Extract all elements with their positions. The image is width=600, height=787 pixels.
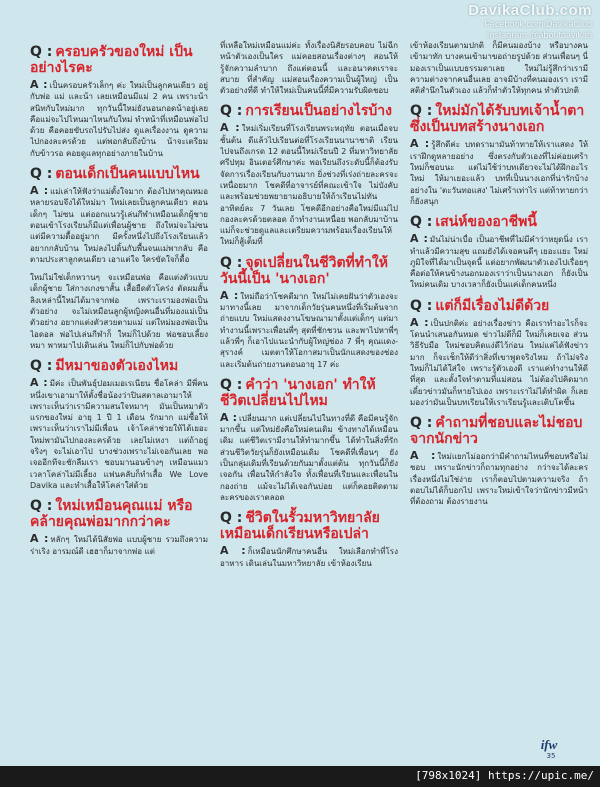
answer-text: มีค่ะ เป็นพันธุ์ปอมเมอเรเนียน ชื่อโคล่า มีพี่คนหนึ่งเขาเอามาให้ตั้งชื่อน้องว่าปินสตาลเอามาให้ เพราะเห็นว่าเรามีความสนใจหมาๆ มันเป็นหมาตัวแรกของใหม่ อายุ 1 ปี 1 เดือน รักมาก แม่ซื้อให้เพราะเห็นว่าเราไม่มีเพื่อน เจ้าโคล่าช่วยให้ได้เยอะ ใหม่พามันไปกองละครด้วย เลยไม่เหงา แต่ถ้าอยู่จริงๆ จะไม่เอาไป บางช่วงเพราะไม่เจอกันเลย พอเจออีกทีจะชักลืมเรา ชอบมานอนข้างๆ เหมือนแมว เวลาโคล่าไม่มีเลี้ยง แฟนคลับก็ทำเสื้อ We Love Davika และทำเสื้อให้โคล่าใส่ด้วย bbox=[30, 379, 208, 490]
question-marker: Q : bbox=[410, 103, 433, 120]
question-heading bbox=[30, 166, 208, 182]
question-marker: Q : bbox=[220, 103, 243, 120]
question-text: จุดเปลี่ยนในชีวิตที่ทำให้วันนี้เป็น 'นางเอก' bbox=[220, 254, 388, 287]
answer-paragraph bbox=[30, 79, 208, 159]
question-heading bbox=[220, 255, 398, 287]
question-heading bbox=[410, 214, 588, 230]
question-text: แต่ก็มีเรื่องไม่ดีด้วย bbox=[435, 297, 550, 314]
question-heading bbox=[30, 498, 208, 530]
question-marker: Q : bbox=[30, 498, 53, 515]
column-2 bbox=[220, 40, 398, 752]
answer-paragraph bbox=[30, 533, 208, 557]
question-marker: Q : bbox=[30, 44, 53, 60]
question-heading bbox=[220, 510, 398, 542]
answer-paragraph bbox=[410, 233, 588, 290]
question-text: ใหม่เหมือนคุณแม่ หรือคล้ายคุณพ่อมากกว่าคะ bbox=[30, 498, 193, 531]
answer-text: หลักๆ ใหม่ได้นิสัยพ่อ แบบผู้ชาย รวมถึงความร่าเริง อารมณ์ดี เฮฮาก็มาจากพ่อ แต่ bbox=[30, 535, 208, 556]
answer-text: ใหม่ถือว่าโชคดีมาก ใหม่ไม่เคยฝันว่าตัวเองจะมาทางนี้เลย มาจากเด็กวัยรุ่นคนหนึ่งที่เริ่มต้นจากถ่ายแบบ ใหม่แสดงงานโฆษณามาตั้งแต่เด็กๆ แต่มาทำงานนี้เพราะเพื่อนพี่ๆ สุดที่ชักชวน และพาไปหาพี่ๆ แล้วพี่ๆ ก็เอาไปแนะนำกับผู้ใหญ่ช่อง 7 พี่ๆ คุณแดง-สุรางค์ เมตตาให้โอกาสมาเป็นนักแสดงของช่อง และเริ่มต้นถ่ายงานตอนอายุ 17 ค่ะ bbox=[220, 291, 398, 369]
question-text: คำถามที่ชอบและไม่ชอบ จากนักข่าว bbox=[410, 415, 583, 448]
answer-paragraph bbox=[410, 138, 588, 207]
question-text: ตอนเด็กเป็นคนแบบไหน bbox=[55, 166, 200, 183]
question-marker: Q : bbox=[410, 214, 433, 231]
answer-paragraph bbox=[220, 290, 398, 370]
question-text: ครอบครัวของใหม่ เป็นอย่างไรคะ bbox=[30, 44, 193, 76]
magazine-logo: ifw bbox=[540, 737, 558, 752]
question-heading bbox=[220, 103, 398, 119]
watermark bbox=[402, 2, 592, 41]
answer-paragraph bbox=[30, 185, 208, 265]
question-marker: Q : bbox=[30, 166, 53, 183]
answer-text: เป็นครอบครัวเล็กๆ ค่ะ ใหม่เป็นลูกคนเดียว อยู่กับพ่อ แม่ และน้า เลยเหมือนมีแม่ 2 คน เพราะน้าสนิทกับใหม่มาก ทุกวันนี้ใหม่ยังนอนกอดน้าอยู่เลย คือแม่จะไปไหนมาไหนกับใหม่ ทำหน้าที่เหมือนพ่อไปด้วย คือคอยขับรถไปรับไปส่ง ดูแลเรื่องงาน ดูความไปกองละครด้วย แต่พอกลับถึงบ้าน น้าจะเตรียมกับข้าวรอ คอยดูแลทุกอย่างภายในบ้าน bbox=[30, 81, 208, 158]
question-marker: Q : bbox=[30, 358, 53, 375]
answer-marker: A : bbox=[30, 78, 48, 91]
question-heading bbox=[220, 377, 398, 409]
question-heading bbox=[410, 103, 588, 135]
answer-paragraph bbox=[410, 450, 588, 507]
answer-paragraph bbox=[220, 545, 398, 569]
question-marker: Q : bbox=[220, 510, 243, 527]
answer-text: ใหม่แยกไม่ออกว่ามีคำถามไหนที่ชอบหรือไม่ชอบ เพราะนักข่าวก็ถามทุกอย่าง กว่าจะได้ละครเรื่องหนึ่งไม่ใช่ง่าย เราก็ตอบไปตามความจริง ถ้าตอบไม่ได้ก็บอกไป เพราะใหม่เข้าใจว่านักข่าวมีหน้าที่ต้องถาม ต้องรายงาน bbox=[410, 452, 588, 507]
question-marker: Q : bbox=[220, 376, 243, 393]
watermark-facebook: Facebook.com/DavikaClub bbox=[484, 19, 592, 29]
answer-marker: A : bbox=[220, 544, 246, 558]
article-paragraph: ที่เหลือใหม่เหมือนแม่ค่ะ ทั้งเรื่องนิสัยรอบคอบ ไม่ฉีกหน้าตัวเองเป็นใคร แม่คอยสอนเรื่องต่างๆ สอนให้รู้จักความลำบาก ถึงแต่ตอนนี้ และอนาคตเราจะสบาย ที่สำคัญ แม่สอนเรื่องความเป็นผู้ใหญ่ เป็นตัวอย่างที่ดี ทำให้ใหม่เป็นคนนี้ที่มีความรับผิดชอบ bbox=[220, 41, 398, 96]
answer-text: รู้สึกดีค่ะ บทดรามามันท้าทายให้เราแสดง ให้เราฝึกดูหลายอย่าง ซึ่งตรงกับตัวเองที่ไม่ค่อยเศร้าใหม่ก็ชอบนะ แต่ไม่ใช้ว่าบทเดียวจะไม่ได้ฝึกอะไรใหม่ ให้มาเยอะแล้ว บทที่เป็นนางเอกที่น่ารักบ้าง อย่างใน 'ตะวันทอแสง' ไม่เศร้าเท่าไร แต่ท้าทายกว่า ก็ยังสนุก bbox=[410, 140, 588, 206]
answer-marker: A : bbox=[30, 184, 49, 198]
answer-paragraph bbox=[220, 412, 398, 503]
question-text: การเรียนเป็นอย่างไรบ้าง bbox=[245, 103, 393, 120]
article-columns bbox=[30, 40, 590, 752]
answer-marker: A : bbox=[30, 376, 48, 390]
question-heading bbox=[30, 44, 208, 76]
answer-marker: A : bbox=[410, 315, 429, 329]
question-text: มีหมาของตัวเองไหม bbox=[55, 358, 179, 375]
answer-marker: A : bbox=[30, 532, 49, 546]
image-source-text: [798x1024] https://upic.me/ bbox=[415, 769, 594, 782]
question-text: เสน่ห์ของอาชีพนี้ bbox=[435, 214, 537, 231]
answer-marker: A : bbox=[410, 137, 430, 151]
question-text: ใหม่มักได้รับบทเจ้าน้ำตา ซึ่งเป็นบทสร้างนางเอก bbox=[410, 103, 585, 136]
answer-marker: A : bbox=[220, 121, 240, 135]
question-heading bbox=[410, 415, 588, 447]
answer-marker: A : bbox=[220, 288, 239, 302]
column-1 bbox=[30, 40, 208, 752]
column-3 bbox=[410, 40, 588, 752]
question-heading bbox=[30, 358, 208, 374]
question-marker: Q : bbox=[410, 415, 433, 432]
article-paragraph: เข้าห้องเรียนตามปกติ ก็มีคนมองบ้าง หรือบางคนเข้ามาทัก บางคนเข้ามาขอถ่ายรูปด้วย ส่วนเพื่อนๆ นี่มองเราเป็นแบบธรรมดาเลย ใหม่ไม่รู้สึกว่าเรามีความต่างจากคนอื่นเลย อาจมีบ้างที่คนมองเรา เรามีสติสำนึกในตัวเอง แล้วก็ทำตัวให้ทุกคน ทำตัวปกติ bbox=[410, 41, 588, 96]
answer-text: มันไม่น่าเบื่อ เป็นอาชีพที่ไม่มีคำว่าหยุดนิ่ง เราทำแล้วมีความสุข แถมยังได้เจอคนดีๆ เยอะแยะ ใหม่ภูมิใจที่ได้มาเป็นจุดนี้ แต่อยากพัฒนาตัวเองไปเรื่อยๆ คือต่อให้คนข้างนอกมองเราว่าเป็นนางเอก ก็ยังเป็นใหม่คนเดิม บางเวลาก็ยังเป็นแค่เด็กคนหนึ่ง bbox=[410, 235, 588, 290]
answer-paragraph bbox=[220, 122, 398, 247]
answer-text: แม่เล่าให้ฟังว่าแม่ตั้งใจมาก ต้องไปหาคุณหมอหลายรอบจึงได้ใหม่มา ใหม่เลยเป็นลูกคนเดียว ตอนเด็กๆ ไม่ซน แต่ออกแนวรู้เล่นกีฬาเหมือนเด็กผู้ชาย ตอนเข้าโรงเรียนก็มีแต่เพื่อนผู้ชาย ถึงใหม่จะไม่ซน แต่มีความดื้ออยู่มาก มีครั้งหนึ่งไปถึงโรงเรียนแล้วอยากกลับบ้าน ใหม่ลงไปดิ้นกับพื้นจนแม่พากลับ คือตามประสาลูกคนเดียว เอาแต่ใจ ใครขัดใจก็ดื้อ bbox=[30, 187, 208, 264]
answer-text: ก็เหมือนนักศึกษาคนอื่น ใหม่เลือกทำที่โรงอาหาร เดินเล่นในมหาวิทยาลัย เข้าห้องเรียน bbox=[220, 547, 398, 568]
question-marker: Q : bbox=[410, 297, 433, 314]
answer-paragraph bbox=[410, 317, 588, 408]
answer-paragraph bbox=[30, 377, 208, 491]
question-heading bbox=[410, 298, 588, 314]
image-footer-bar bbox=[0, 766, 600, 787]
question-text: ชีวิตในรั้วมหาวิทยาลัย เหมือนเด็กเรียนหรือเปล่า bbox=[220, 510, 380, 543]
answer-text: ใหม่เริ่มเรียนที่โรงเรียนพระหฤทัย ตอนเมื่อจบชั้นต้น ดีแล้วไปเรียนต่อที่โรงเรียนนานาชาติ เรียนไปจนถึงเกรด 12 ตอนนี้ใหม่เรียนปี 2 ที่มหาวิทยาลัยศรีปทุม อินเตอร์ศึกษาค่ะ พอเรียนถึงระดับนี้ก็ต้องรับจัดการเรื่องเรียนกับงานมาก ยิ่งช่วงที่เร่งถ่ายละครจะเหนื่อยมาก โชคดีที่อาจารย์ที่คณะเข้าใจ ไม่บังคับ และพร้อมช่วยพยายามอธิบายให้ถ้าเรียนไม่ทัน อาทิตย์ละ 7 วันเลย โชคดีอีกอย่างคือใหม่มีแม่ไปกองละครด้วยตลอด ถ้าทำงานเหนื่อย พอกลับมาบ้าน แม่ก็จะช่วยดูแลและเตรียมความพร้อมเรื่องเรียนให้ ใหม่ก็สู้เต็มที่ bbox=[220, 124, 398, 247]
page-number: 35 bbox=[546, 752, 556, 760]
answer-marker: A : bbox=[410, 232, 428, 246]
watermark-instagram: Instagram @aboutdavikah bbox=[486, 30, 592, 40]
answer-marker: A : bbox=[410, 449, 436, 463]
answer-text: เปลี่ยนมาก แต่เปลี่ยนไปในทางที่ดี คือมีคนรู้จักมากขึ้น แต่ใหม่ยังคือใหม่คนเดิม ข้างทางได้เหมือนเดิม แต่ชีวิตเรามีงานให้ทำมากขึ้น ได้ทำในสิ่งที่รัก ส่วนชีวิตวัยรุ่นก็ยังเหมือนเดิม โชคดีที่เพื่อนๆ ยังเป็นกลุ่มเดิมที่เรียนด้วยกันมาตั้งแต่ต้น ทุกวันนี้ก็ยังเจอกัน เพื่อนให้กำลังใจ ทั้งเพื่อนที่เรียนและเพื่อนในกองถ่าย แม้จะไม่ได้เจอกันบ่อย แต่ก็คอยติดตามละครของเราตลอด bbox=[220, 413, 398, 502]
answer-marker: A : bbox=[220, 410, 237, 424]
watermark-title: DavikaClub.com bbox=[468, 2, 592, 19]
answer-text: เป็นปกติค่ะ อย่างเรื่องข่าว คือเราทำอะไรก็จะโดนนำเสนอกันหมด ข่าวไม่ดีก็มี ใหม่ก็เคยเจอ ส่วนวิธีรับมือ ใหม่ชอบคิดแง่ดีไว้ก่อน ใหม่แค่ได้ฟังข่าวมาก ก็จะเช็กให้ดีว่าสิ่งที่เขาพูดจริงไหม ถ้าไม่จริง ใหม่ก็ไม่ได้ใส่ใจ เพราะรู้ตัวเองดี เราแค่ทำงานให้ดีที่สุด และตั้งใจทำตามที่แม่สอน ไม่ต้องไปคิดมาก เดี๋ยวข่าวมันก็หายไปเอง เพราะเราไม่ได้ทำผิด ก็เลยมองว่ามันเป็นบทเรียนให้เราเรียนรู้และเติบโตขึ้น bbox=[410, 318, 588, 407]
question-text: คำว่า 'นางเอก' ทำให้ชีวิตเปลี่ยนไปไหม bbox=[220, 376, 376, 409]
question-marker: Q : bbox=[220, 254, 243, 271]
article-paragraph: ใหม่ไม่ใช่เด็กหวานๆ จะเหมือนพ่อ คือแต่งตัวแบบเด็กผู้ชาย ใส่กางเกงขาสั้น เสื้อยืดตัวโคร่ง ตัดผมสั้น ลิงเหล่านี้ใหม่ได้มาจากพ่อ เพราะเรามองพ่อเป็นตัวอย่าง จะไม่เหมือนลูกผู้หญิงคนอื่นที่มองแม่เป็นตัวอย่าง อยากแต่งตัวสวยตามแม่ แต่ใหม่มองพ่อเป็นไอดอล พ่อไปเล่นกีฬาก็ ใหม่ก็ไปด้วย พ่อชอบเลี้ยงหมา พาหมาไปเดินเล่น ใหม่ก็ไปกับพ่อด้วย bbox=[30, 273, 208, 350]
